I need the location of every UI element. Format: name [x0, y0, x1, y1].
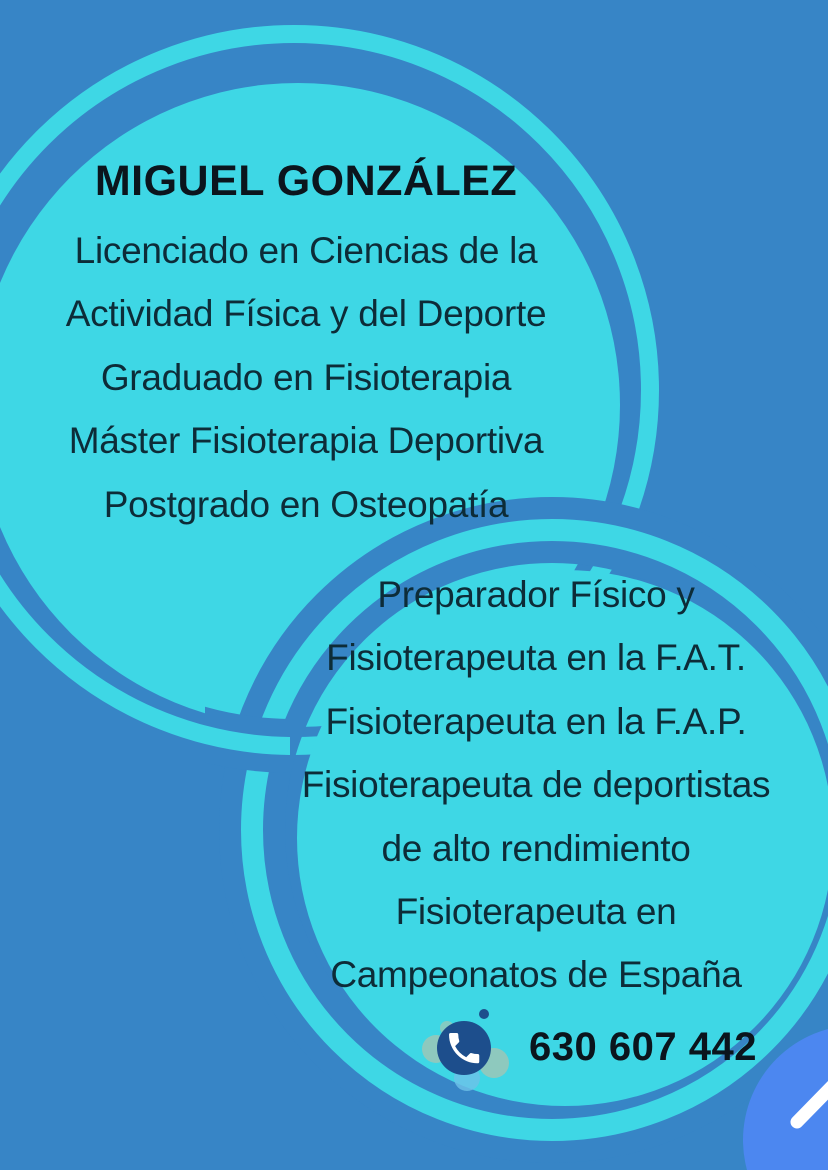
phone-badge-dot [479, 1009, 489, 1019]
phone-row [529, 1022, 757, 1072]
role-line: Campeonatos de España [330, 954, 742, 996]
role-line: Fisioterapeuta de deportistas [301, 764, 771, 806]
role-line: de alto rendimiento [381, 827, 691, 869]
credential-line: Actividad Física y del Deporte [65, 293, 547, 335]
credential-line: Licenciado en Ciencias de la [74, 230, 538, 271]
phone-badge-circle [437, 1021, 491, 1075]
role-line: Fisioterapeuta en la F.A.T. [326, 637, 746, 679]
credential-line: Graduado en Fisioterapia [100, 356, 512, 398]
credentials-block [0, 157, 612, 536]
credential-line: Postgrado en Osteopatía [103, 483, 509, 525]
role-line: Fisioterapeuta en [395, 891, 677, 933]
roles-block [236, 563, 828, 1007]
phone-number: 630 607 442 [529, 1025, 757, 1069]
role-line: Fisioterapeuta en la F.A.P. [325, 700, 747, 742]
credential-line: Máster Fisioterapia Deportiva [68, 420, 544, 462]
role-line: Preparador Físico y [377, 574, 695, 615]
person-name: MIGUEL GONZÁLEZ [94, 157, 518, 205]
